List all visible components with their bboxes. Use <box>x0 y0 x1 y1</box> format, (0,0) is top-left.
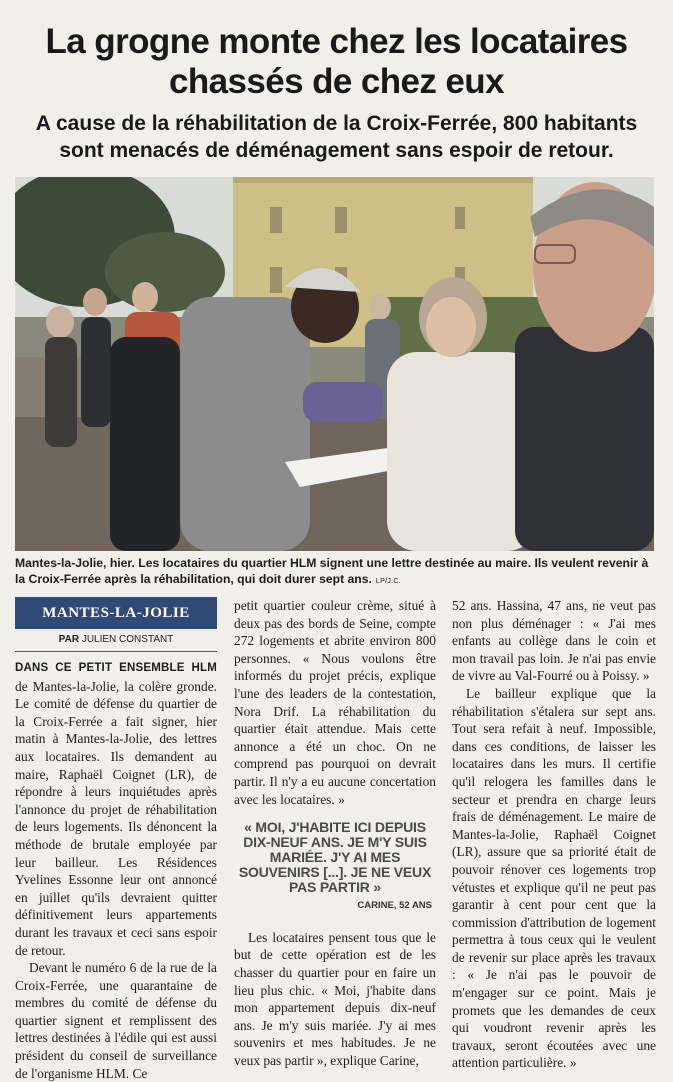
headline-line-1: La grogne monte chez les locataires <box>45 22 628 61</box>
paragraph: petit quartier couleur crème, situé à deux pas des bords de Seine, compte 272 logements et abrite environ 800 personnes. « Nous voulons être informés du projet précis, explique l'une des leaders de la contestation, Nora Drif. La réhabilitation du quartier était attendue. Mais cette annonce a été un choc. On ne comprend pas pourquoi on devrait partir. Il n'y a eu aucune concertation avec les locataires. » <box>234 598 436 807</box>
photo-credit: LP/J.C. <box>375 578 401 585</box>
byline-prefix: PAR <box>58 634 80 645</box>
headline <box>20 22 653 102</box>
subtitle-line-1: A cause de la réhabilitation de la Croix-Ferrée, 800 habitants <box>35 112 638 135</box>
byline-author: JULIEN CONSTANT <box>81 634 174 645</box>
article-column-2 <box>234 597 436 1069</box>
headline-line-2: chassés de chez eux <box>169 62 504 101</box>
paragraph-text: de Mantes-la-Jolie, la colère gronde. Le comité de défense du quartier de la Croix-Ferrée a fait signer, hier matin à Mantes-la-Jolie, des lettres aux locataires. Ils demandent au maire, Raphaël Coignet (LR), de répondre à leurs inquiétudes après l'annonce du projet de réhabilitation de leurs logements. Ils dénoncent la méthode de brutale employée par leur bailleur. Les Résidences Yvelines Essonne leur ont annoncé en juillet qu'ils devraient quitter définitivement leurs appartements durant les travaux et ceci sans espoir de retour. <box>15 678 217 958</box>
article-column-3 <box>452 597 656 1072</box>
pull-quote: « MOI, J'HABITE ICI DEPUIS DIX-NEUF ANS. JE M'Y SUIS MARIÉE. J'Y AI MES SOUVENIRS [...]. JE NE VEUX PAS PARTIR » <box>238 819 432 896</box>
location-kicker: MANTES-LA-JOLIE <box>15 597 217 629</box>
photo-caption <box>15 555 655 590</box>
article-photo <box>15 177 654 551</box>
caption-text: Mantes-la-Jolie, hier. Les locataires du quartier HLM signent une lettre destinée au maire. Ils veulent revenir à la Croix-Ferrée après la réhabilitation, qui doit durer sept ans. <box>15 556 649 586</box>
article-column-1 <box>15 597 217 1082</box>
subtitle-line-2: sont menacés de déménagement sans espoir de retour. <box>59 139 614 162</box>
pull-quote-author: CARINE, 52 ANS <box>357 900 432 912</box>
paragraph: Le bailleur explique que la réhabilitation s'étalera sur sept ans. Tout sera refait à neuf. Impossible, dans ces conditions, de laisser les locataires dans les murs. Il certifie qu'il relogera les familles dans le secteur et prendra en charge leurs frais de déménagement. Le maire de Mantes-la-Jolie, Raphaël Coignet (LR), assure que sa priorité était de pouvoir rénover ces logements trop vétustes et explique qu'il ne peut pas garantir à cent pour cent que la commission d'attribution de logement permettra à tous ceux qui le veulent de revenir sur place après les travaux : « Je n'ai pas le pouvoir de m'engager sur ce point. Mais je promets que les demandes de ceux qui voudront revenir après les travaux, seront écoutées avec une attention particulière. » <box>452 685 656 1071</box>
paragraph <box>15 658 217 959</box>
paragraph: Devant le numéro 6 de la rue de la Croix-Ferrée, une quarantaine de membres du comité de défense du quartier signent et remplissent des lettres destinées à l'édile qui est aussi président du conseil de surveillance de l'organisme HLM. Ce <box>15 960 217 1081</box>
paragraph: Les locataires pensent tous que le but de cette opération est de les chasser du quartier pour en faire un lieu plus chic. « Moi, j'habite dans mon appartement depuis dix-neuf ans. Je m'y suis mariée. J'y ai mes souvenirs et mes habitudes. Je ne veux pas partir », explique Carine, <box>234 929 436 1068</box>
byline <box>15 633 217 652</box>
lead-in: DANS CE PETIT ENSEMBLE HLM <box>15 662 217 674</box>
paragraph: 52 ans. Hassina, 47 ans, ne veut pas non plus déménager : « J'ai mes enfants au collège dans le coin et mon travail pas loin. Je n'ai pas envie de vivre au Val-Fourré ou à Poissy. » <box>452 598 656 684</box>
subtitle <box>20 110 653 164</box>
